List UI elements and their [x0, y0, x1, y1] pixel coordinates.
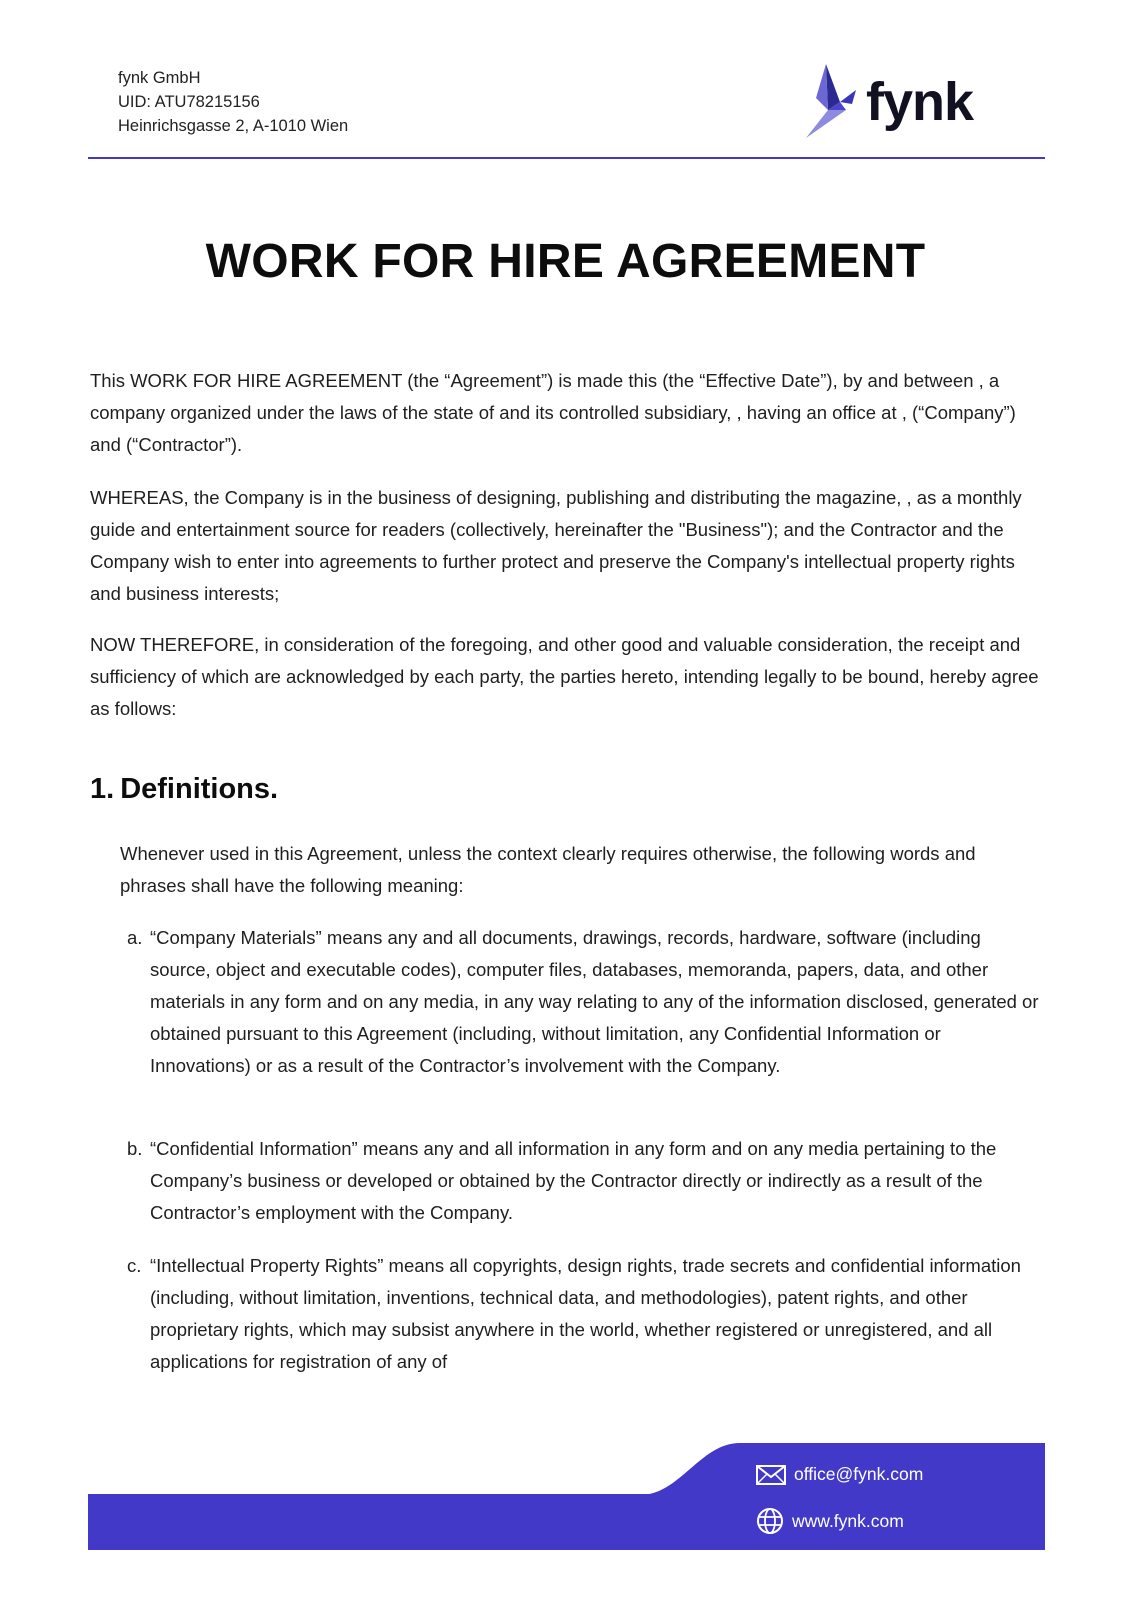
company-name: fynk GmbH [118, 69, 201, 87]
section-number: 1. [90, 773, 115, 805]
definition-text: “Company Materials” means any and all documents, drawings, records, hardware, software (including source, object and executable codes), computer files, databases, memoranda, papers, data, and other materials in any form and on any media, in any way relating to any of the information disclosed, generated or obtained pursuant to this Agreement (including, without limitation, any Confidential Information or Innovations) or as a result of the Contractor’s involvement with the Company. [150, 927, 1039, 1076]
section-heading [90, 773, 278, 806]
definition-marker: a. [127, 927, 143, 948]
document-title: WORK FOR HIRE AGREEMENT [205, 235, 926, 288]
definition-marker: b. [127, 1138, 143, 1159]
whereas-paragraph: WHEREAS, the Company is in the business of designing, publishing and distributing the magazine, , as a monthly guide and entertainment source for readers (collectively, hereinafter the "Business"); and the Contractor and the Company wish to enter into agreements to further protect and preserve the Company's intellectual property rights and business interests; [90, 487, 1022, 604]
section-intro: Whenever used in this Agreement, unless the context clearly requires otherwise, the following words and phrases shall have the following meaning: [120, 843, 976, 896]
globe-icon [756, 1507, 784, 1535]
definition-marker: c. [127, 1255, 142, 1276]
definition-text: “Confidential Information” means any and all information in any form and on any media pertaining to the Company’s business or developed or obtained by the Contractor directly or indirectly as a result of the Contractor’s employment with the Company. [150, 1138, 997, 1223]
definition-text: “Intellectual Property Rights” means all copyrights, design rights, trade secrets and confidential information (including, without limitation, inventions, technical data, and methodologies), patent rights, and other proprietary rights, which may subsist anywhere in the world, whether registered or unregistered, and all applications for registration of any of [150, 1255, 1021, 1372]
definition-item [120, 1133, 1045, 1229]
definition-item [120, 922, 1045, 1082]
definition-item [120, 1250, 1045, 1378]
company-address: Heinrichsgasse 2, A-1010 Wien [118, 117, 349, 135]
now-therefore-paragraph: NOW THEREFORE, in consideration of the foregoing, and other good and valuable consideration, the receipt and sufficiency of which are acknowledged by each party, the parties hereto, intending legally to be bound, hereby agree as follows: [90, 634, 1039, 719]
footer-website[interactable] [756, 1507, 904, 1535]
email-text[interactable]: office@fynk.com [794, 1464, 924, 1484]
origami-bird-icon [806, 62, 870, 142]
fynk-logo [806, 62, 1006, 142]
footer-email[interactable] [756, 1464, 923, 1485]
envelope-icon [756, 1465, 786, 1485]
website-text[interactable]: www.fynk.com [792, 1510, 904, 1531]
intro-paragraph: This WORK FOR HIRE AGREEMENT (the “Agreement”) is made this (the “Effective Date”), by and between , a company organized under the laws of the state of and its controlled subsidiary, , having an office at , (“Company”) and (“Contractor”). [90, 370, 1016, 455]
logo-wordmark: fynk [866, 72, 974, 132]
company-info [118, 66, 348, 138]
section-title: Definitions. [120, 773, 279, 805]
company-uid: UID: ATU78215156 [118, 93, 260, 111]
header-divider [88, 157, 1045, 159]
